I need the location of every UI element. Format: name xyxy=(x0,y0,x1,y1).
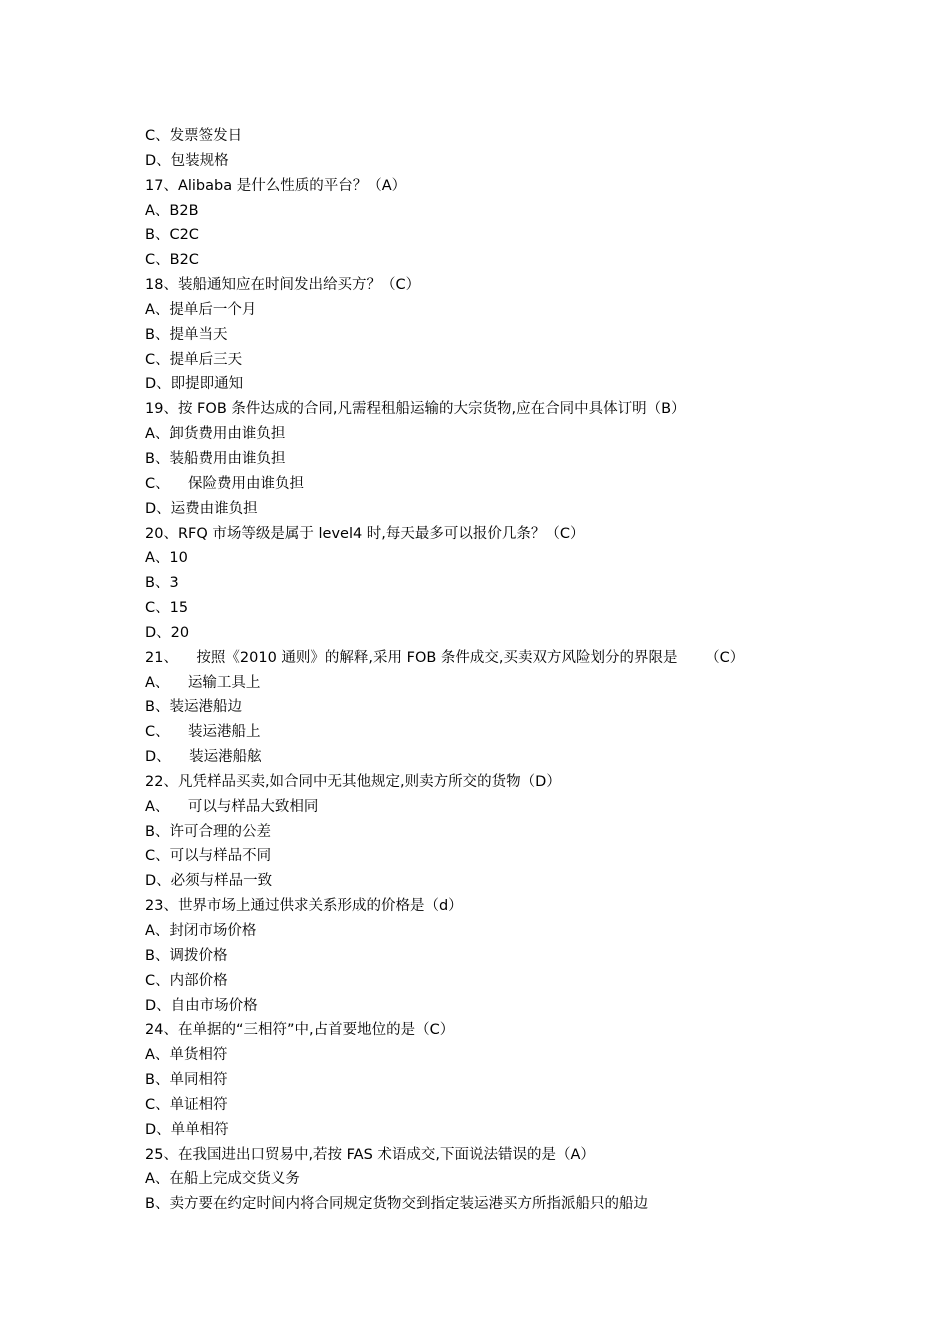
option-line: C、可以与样品不同 xyxy=(145,848,272,865)
option-line: C、15 xyxy=(145,600,189,617)
text-line: D、包装规格 xyxy=(145,152,229,169)
question-24: 24、在单据的“三相符”中,占首要地位的是（C） xyxy=(145,1022,455,1039)
question-21: 21、 按照《2010 通则》的解释,采用 FOB 条件成交,买卖双方风险划分的界限是 （C） xyxy=(145,649,745,666)
question-22: 22、凡凭样品买卖,如合同中无其他规定,则卖方所交的货物（D） xyxy=(145,773,561,790)
option-line: B、单同相符 xyxy=(145,1072,228,1089)
option-line: B、提单当天 xyxy=(145,326,228,343)
option-line: C、 保险费用由谁负担 xyxy=(145,475,305,492)
option-line: C、提单后三天 xyxy=(145,351,243,368)
option-line: D、必须与样品一致 xyxy=(145,873,273,890)
option-line: D、运费由谁负担 xyxy=(145,500,258,517)
option-line: D、即提即通知 xyxy=(145,376,244,393)
option-line: C、 装运港船上 xyxy=(145,724,261,741)
option-line: B、3 xyxy=(145,575,179,592)
option-line: B、装运港船边 xyxy=(145,699,242,716)
option-line: D、单单相符 xyxy=(145,1121,229,1138)
option-line: C、B2C xyxy=(145,252,199,269)
option-line: B、许可合理的公差 xyxy=(145,823,271,840)
option-line: A、 可以与样品大致相同 xyxy=(145,798,319,815)
option-line: A、单货相符 xyxy=(145,1047,228,1064)
option-line: C、单证相符 xyxy=(145,1096,228,1113)
option-line: A、卸货费用由谁负担 xyxy=(145,426,286,443)
option-line: A、提单后一个月 xyxy=(145,301,257,318)
question-19: 19、按 FOB 条件达成的合同,凡需程租船运输的大宗货物,应在合同中具体订明（B） xyxy=(145,401,686,418)
option-line: B、调拨价格 xyxy=(145,947,228,964)
option-line: A、封闭市场价格 xyxy=(145,923,257,939)
option-line: B、装船费用由谁负担 xyxy=(145,450,286,467)
question-list xyxy=(145,124,845,1217)
option-line: A、 运输工具上 xyxy=(145,674,261,691)
question-17: 17、Alibaba 是什么性质的平台？（A） xyxy=(145,177,407,194)
option-line: A、10 xyxy=(145,550,188,567)
option-line: B、C2C xyxy=(145,227,199,244)
option-line: D、 装运港船舷 xyxy=(145,749,262,766)
option-line: A、在船上完成交货义务 xyxy=(145,1171,300,1188)
question-25: 25、在我国进出口贸易中,若按 FAS 术语成交,下面说法错误的是（A） xyxy=(145,1146,595,1163)
option-line: D、20 xyxy=(145,624,190,641)
option-line: A、B2B xyxy=(145,202,199,219)
option-line: C、内部价格 xyxy=(145,972,228,989)
option-line: B、卖方要在约定时间内将合同规定货物交到指定装运港买方所指派船只的船边 xyxy=(145,1196,648,1213)
option-line: D、自由市场价格 xyxy=(145,997,258,1014)
question-18: 18、装船通知应在时间发出给买方？（C） xyxy=(145,277,421,294)
text-line: C、发票签发日 xyxy=(145,128,243,144)
question-20: 20、RFQ 市场等级是属于 level4 时,每天最多可以报价几条？（C） xyxy=(145,525,585,542)
question-23: 23、世界市场上通过供求关系形成的价格是（d） xyxy=(145,898,463,915)
